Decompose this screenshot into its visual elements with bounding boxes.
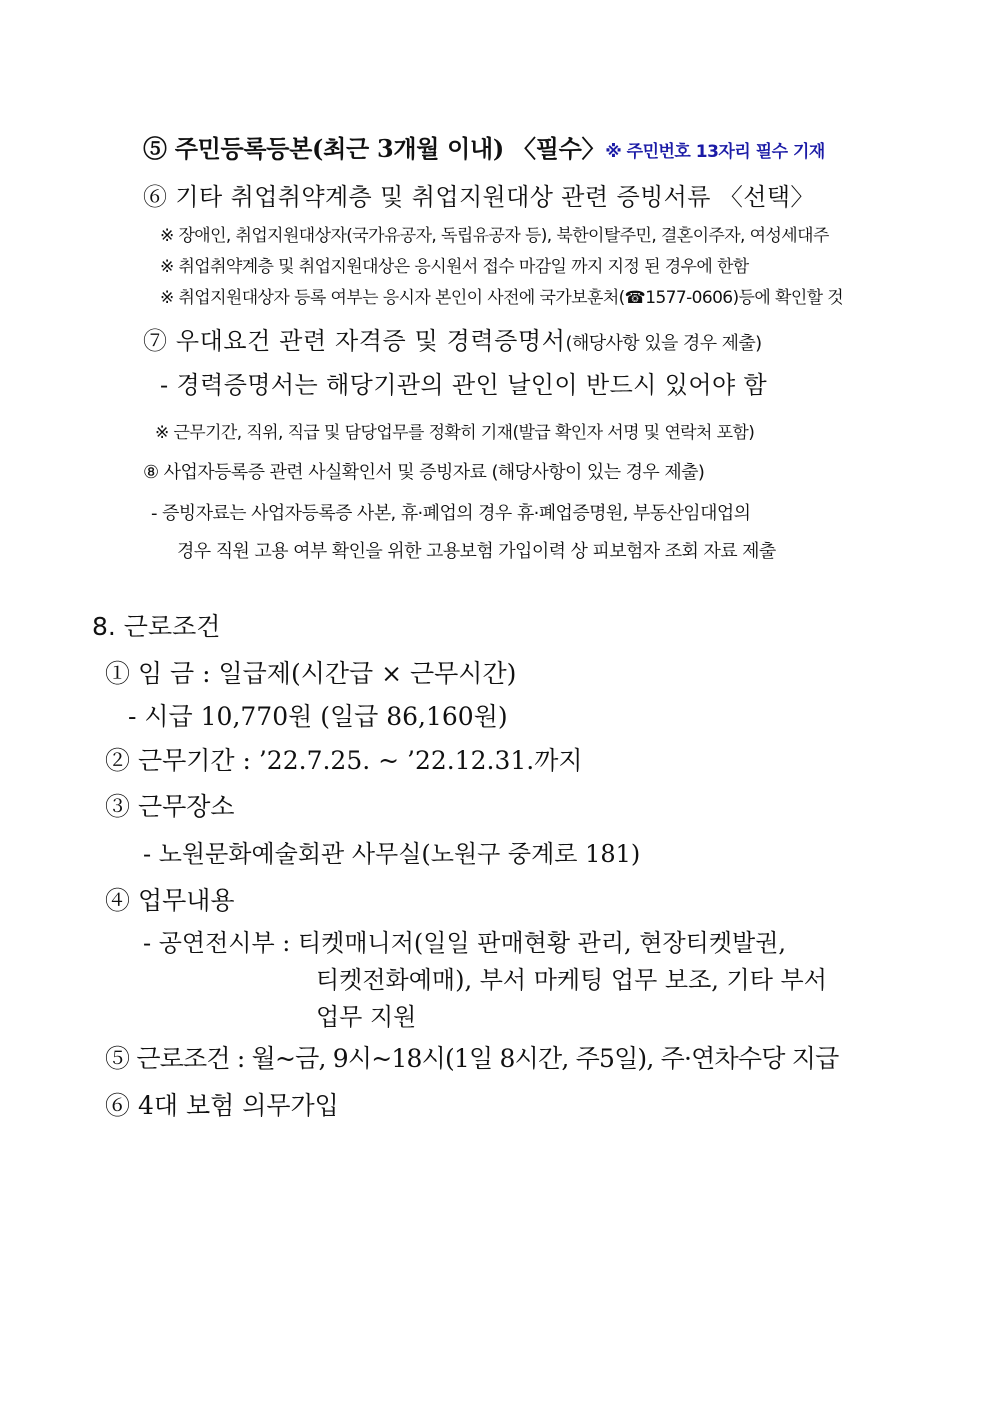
duty-sub-2: 티켓전화예매), 부서 마케팅 업무 보조, 기타 부서 (316, 966, 827, 994)
item-5-resident-registration (143, 134, 825, 163)
item-7-qualifications (143, 329, 762, 353)
item-7-sub: - 경력증명서는 해당기관의 관인 날인이 반드시 있어야 함 (160, 371, 768, 399)
wage-sub: - 시급 10,770원 (일급 86,160원) (128, 702, 508, 731)
duty-heading: ④ 업무내용 (105, 886, 235, 915)
item-5-text: ⑤ 주민등록등본(최근 3개월 이내) 〈필수〉 (143, 134, 606, 163)
item-6-note-3: ※ 취업지원대상자 등록 여부는 응시자 본인이 사전에 국가보훈처(☎1577-0606)등에 확인할 것 (160, 288, 844, 308)
item-5-note: ※ 주민번호 13자리 필수 기재 (605, 142, 825, 162)
work-place-sub: - 노원문화예술회관 사무실(노원구 중계로 181) (143, 840, 641, 868)
work-place: ③ 근무장소 (105, 792, 235, 821)
wage-line: ① 임 금 : 일급제(시간급 × 근무시간) (105, 659, 517, 688)
item-7-note: ※ 근무기간, 직위, 직급 및 담당업무를 정확히 기재(발급 확인자 서명 및 연락처 포함) (155, 423, 755, 443)
duty-sub-1: - 공연전시부 : 티켓매니저(일일 판매현황 관리, 현장티켓발권, (143, 929, 787, 957)
section-8-heading: 8. 근로조건 (92, 612, 221, 641)
insurance: ⑥ 4대 보험 의무가입 (105, 1091, 339, 1120)
item-7-text: ⑦ 우대요건 관련 자격증 및 경력증명서 (143, 327, 566, 355)
work-conditions: ⑤ 근로조건 : 월~금, 9시~18시(1일 8시간, 주5일), 주·연차수당 지급 (105, 1044, 839, 1073)
item-8-sub-2: 경우 직원 고용 여부 확인을 위한 고용보험 가입이력 상 피보험자 조회 자료 제출 (177, 541, 776, 562)
duty-sub-3: 업무 지원 (316, 1003, 417, 1031)
item-6-documents: ⑥ 기타 취업취약계층 및 취업지원대상 관련 증빙서류 〈선택〉 (143, 183, 815, 211)
item-6-note-2: ※ 취업취약계층 및 취업지원대상은 응시원서 접수 마감일 까지 지정 된 경우에 한함 (160, 257, 749, 277)
item-7-tail: (해당사항 있을 경우 제출) (565, 333, 762, 354)
item-8-business-registration: ⑧ 사업자등록증 관련 사실확인서 및 증빙자료 (해당사항이 있는 경우 제출) (143, 462, 705, 483)
item-8-sub-1: - 증빙자료는 사업자등록증 사본, 휴·폐업의 경우 휴·폐업증명원, 부동산임대업의 (151, 503, 751, 524)
item-6-note-1: ※ 장애인, 취업지원대상자(국가유공자, 독립유공자 등), 북한이탈주민, 결혼이주자, 여성세대주 (160, 226, 829, 246)
work-period: ② 근무기간 : ’22.7.25. ~ ’22.12.31.까지 (105, 746, 583, 775)
